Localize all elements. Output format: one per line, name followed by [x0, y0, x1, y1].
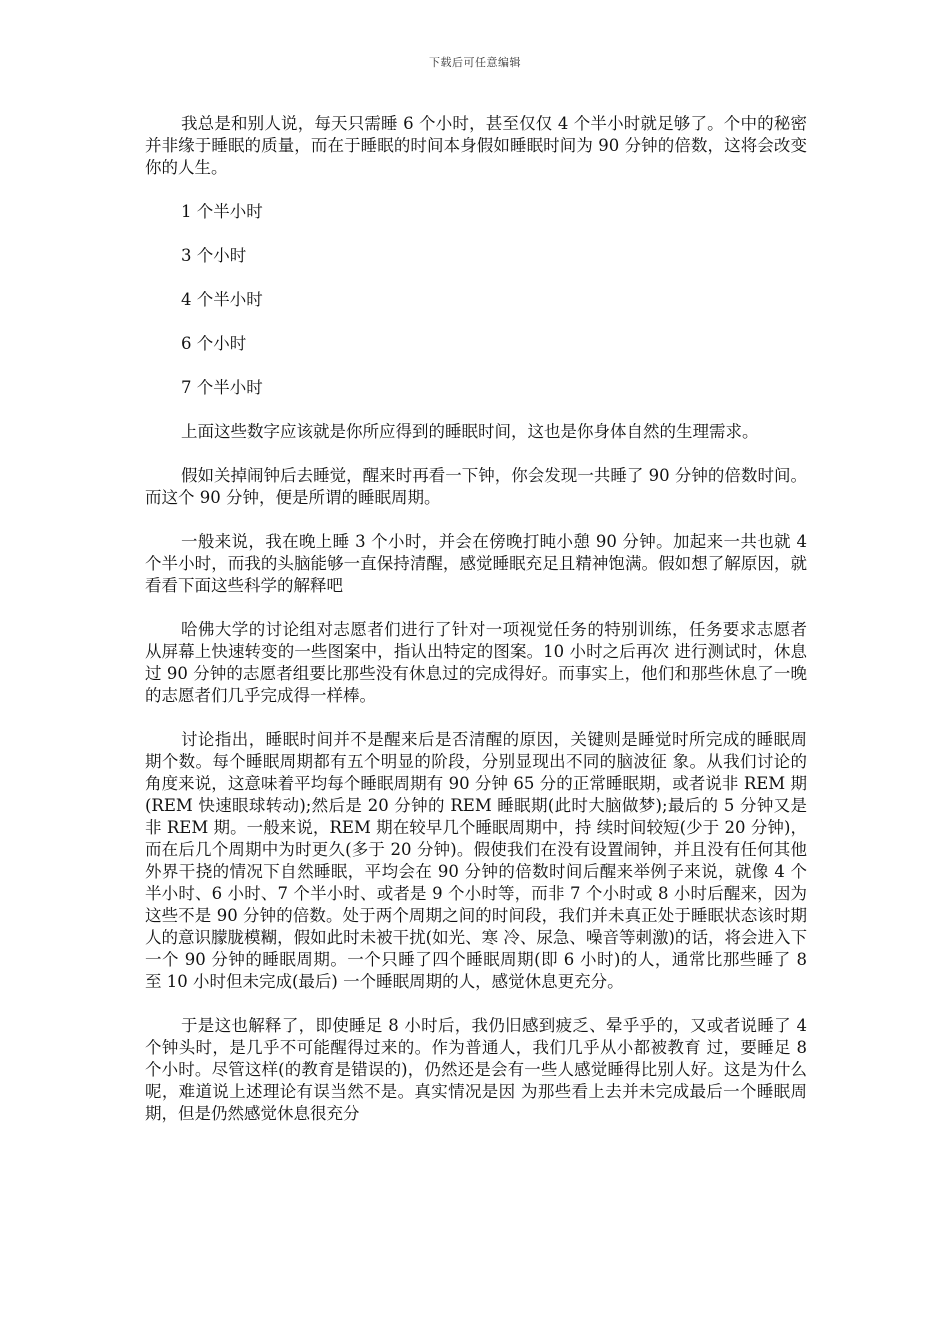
paragraph-body: 上面这些数字应该就是你所应得到的睡眠时间，这也是你身体自然的生理需求。 [181, 422, 759, 441]
list-item: 7 个半小时 [181, 378, 263, 397]
paragraph-body: 假如关掉闹钟后去睡觉，醒来时再看一下钟，你会发现一共睡了 90 分钟的倍数时间。而这个 90 分钟，便是所谓的睡眠周期。 [145, 466, 807, 507]
paragraph-body: 讨论指出，睡眠时间并不是醒来后是否清醒的原因，关键则是睡觉时所完成的睡眠周期个数。每个睡眠周期都有五个明显的阶段，分别显现出不同的脑波征 象。从我们讨论的角度来说，这意味着平均每个睡眠周期有 90 分钟 65 分的正常睡眠期，或者说非 REM 期(REM 快速眼球转动);然后是 20 分钟的 REM 睡眠期(此时大脑做梦);最后的 5 分钟又是非 REM 期。一般来说，REM 期在较早几个睡眠周期中，持 续时间较短(少于 20 分钟)，而在后几个周期中为时更久(多于 20 分钟)。假使我们在没有设置闹钟，并且没有任何其他外界干挠的情况下自然睡眠，平均会在 90 分钟的倍数时间后醒来举例子来说，就像 4 个半小时、6 小时、7 个半小时、或者是 9 个小时等，而非 7 个小时或 8 小时后醒来，因为这些不是 90 分钟的倍数。处于两个周期之间的时间段，我们并未真正处于睡眠状态该时期人的意识朦胧模糊，假如此时未被干扰(如光、寒 冷、尿急、噪音等刺激)的话，将会进入下一个 90 分钟的睡眠周期。一个只睡了四个睡眠周期(即 6 小时)的人，通常比那些睡了 8 至 10 小时但未完成(最后) 一个睡眠周期的人，感觉休息更充分。 [145, 730, 807, 991]
paragraph-intro: 我总是和别人说，每天只需睡 6 个小时，甚至仅仅 4 个半小时就足够了。个中的秘密并非缘于睡眠的质量，而在于睡眠的时间本身假如睡眠时间为 90 分钟的倍数，这将会改变你的人生。 [145, 114, 807, 177]
list-item: 3 个小时 [181, 246, 247, 265]
list-item: 1 个半小时 [181, 202, 263, 221]
list-item: 6 个小时 [181, 334, 247, 353]
list-item: 4 个半小时 [181, 290, 263, 309]
page-header: 下载后可任意编辑 [429, 56, 521, 69]
paragraph-body: 一般来说，我在晚上睡 3 个小时，并会在傍晚打盹小憩 90 分钟。加起来一共也就 4 个半小时，而我的头脑能够一直保持清醒，感觉睡眠充足且精神饱满。假如想了解原因，就看看下面这些科学的解释吧 [145, 532, 807, 595]
paragraph-body: 于是这也解释了，即使睡足 8 小时后，我仍旧感到疲乏、晕乎乎的，又或者说睡了 4 个钟头时，是几乎不可能醒得过来的。作为普通人，我们几乎从小都被教育 过，要睡足 8 个小时。尽管这样(的教育是错误的)，仍然还是会有一些人感觉睡得比别人好。这是为什么呢，难道说上述理论有误当然不是。真实情况是因 为那些看上去并未完成最后一个睡眠周期，但是仍然感觉休息很充分 [145, 1016, 807, 1123]
document-body [145, 113, 807, 1125]
paragraph-body: 哈佛大学的讨论组对志愿者们进行了针对一项视觉任务的特别训练，任务要求志愿者从屏幕上快速转变的一些图案中，指认出特定的图案。10 小时之后再次 进行测试时，休息过 90 分钟的志愿者组要比那些没有休息过的完成得好。而事实上，他们和那些休息了一晚的志愿者们几乎完成得一样棒。 [145, 620, 807, 705]
